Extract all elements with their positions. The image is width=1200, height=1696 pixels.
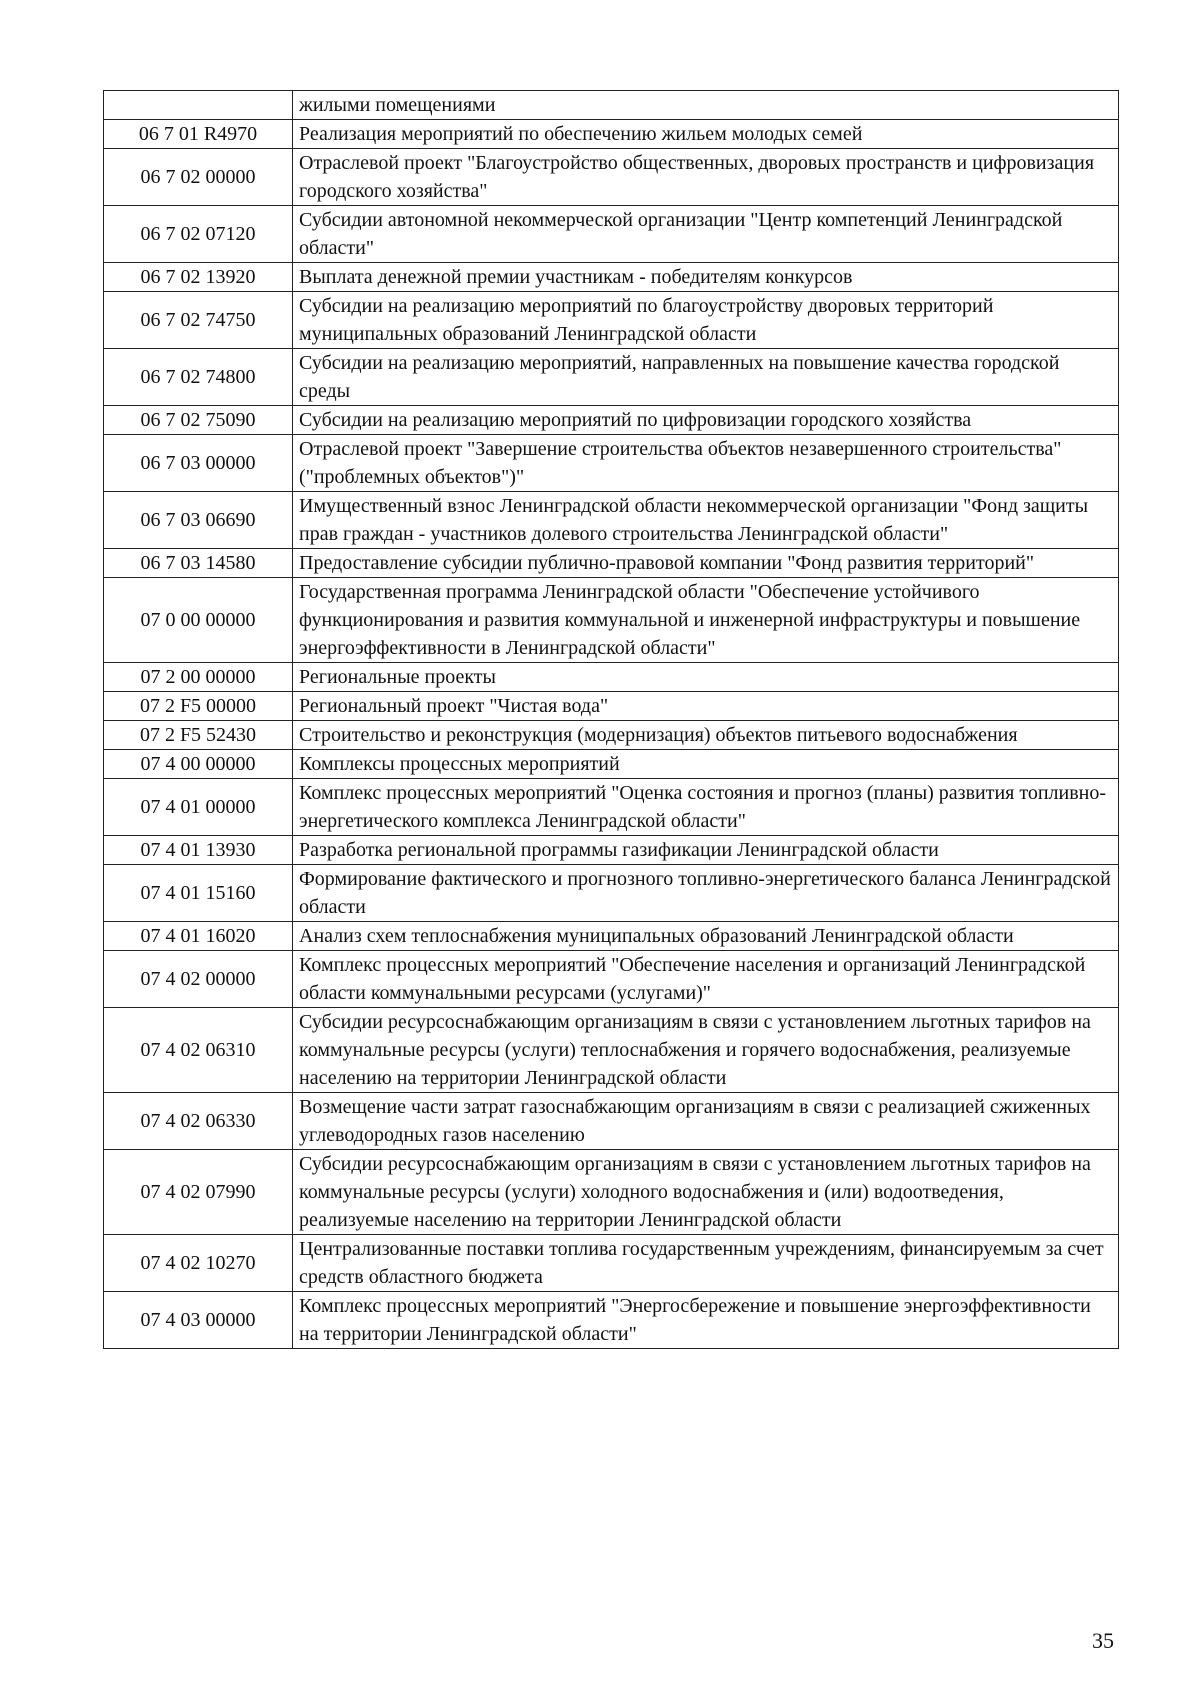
table-row xyxy=(104,349,1119,406)
row-name-cell: Комплекс процессных мероприятий "Оценка состояния и прогноз (планы) развития топливно-энергетического комплекса Ленинградской области" xyxy=(293,779,1119,836)
row-name-cell: Разработка региональной программы газификации Ленинградской области xyxy=(293,836,1119,865)
row-name-cell: Выплата денежной премии участникам - победителям конкурсов xyxy=(293,263,1119,292)
row-code-cell: 07 4 01 00000 xyxy=(104,779,293,836)
table-row xyxy=(104,1235,1119,1292)
row-name-cell: Отраслевой проект "Завершение строительства объектов незавершенного строительства" ("проблемных объектов")" xyxy=(293,435,1119,492)
row-name-cell: Субсидии на реализацию мероприятий по цифровизации городского хозяйства xyxy=(293,406,1119,435)
row-name-cell: Комплекс процессных мероприятий "Обеспечение населения и организаций Ленинградской области коммунальными ресурсами (услугами)" xyxy=(293,951,1119,1008)
row-name-cell: Субсидии автономной некоммерческой организации "Центр компетенций Ленинградской области" xyxy=(293,206,1119,263)
table-row xyxy=(104,120,1119,149)
row-name-cell: Субсидии на реализацию мероприятий, направленных на повышение качества городской среды xyxy=(293,349,1119,406)
table-row xyxy=(104,149,1119,206)
row-name-cell: Субсидии на реализацию мероприятий по благоустройству дворовых территорий муниципальных образований Ленинградской области xyxy=(293,292,1119,349)
table-row xyxy=(104,1093,1119,1150)
table-row xyxy=(104,406,1119,435)
row-code-cell: 07 4 01 13930 xyxy=(104,836,293,865)
row-code-cell: 06 7 01 R4970 xyxy=(104,120,293,149)
row-code-cell: 06 7 02 74800 xyxy=(104,349,293,406)
row-code-cell: 07 4 01 16020 xyxy=(104,922,293,951)
table-row xyxy=(104,206,1119,263)
table-row xyxy=(104,1150,1119,1235)
row-code-cell: 06 7 03 00000 xyxy=(104,435,293,492)
row-code-cell: 07 2 F5 52430 xyxy=(104,721,293,750)
row-code-cell: 06 7 02 13920 xyxy=(104,263,293,292)
row-name-cell: жилыми помещениями xyxy=(293,91,1119,120)
row-code-cell: 07 4 01 15160 xyxy=(104,865,293,922)
row-name-cell: Субсидии ресурсоснабжающим организациям в связи с установлением льготных тарифов на коммунальные ресурсы (услуги) холодного водоснабжения и (или) водоотведения, реализуемые населению на территории Ленинградской области xyxy=(293,1150,1119,1235)
table-row xyxy=(104,721,1119,750)
table-row xyxy=(104,435,1119,492)
row-name-cell: Отраслевой проект "Благоустройство общественных, дворовых пространств и цифровизация городского хозяйства" xyxy=(293,149,1119,206)
row-name-cell: Анализ схем теплоснабжения муниципальных образований Ленинградской области xyxy=(293,922,1119,951)
row-name-cell: Комплекс процессных мероприятий "Энергосбережение и повышение энергоэффективности на территории Ленинградской области" xyxy=(293,1292,1119,1349)
row-code-cell: 07 4 02 00000 xyxy=(104,951,293,1008)
row-code-cell xyxy=(104,91,293,120)
table-row xyxy=(104,951,1119,1008)
table-row xyxy=(104,750,1119,779)
row-code-cell: 06 7 02 75090 xyxy=(104,406,293,435)
row-code-cell: 07 4 02 07990 xyxy=(104,1150,293,1235)
table-row xyxy=(104,865,1119,922)
table-body xyxy=(104,91,1119,1349)
row-name-cell: Комплексы процессных мероприятий xyxy=(293,750,1119,779)
row-name-cell: Имущественный взнос Ленинградской области некоммерческой организации "Фонд защиты прав граждан - участников долевого строительства Ленинградской области" xyxy=(293,492,1119,549)
table-row xyxy=(104,922,1119,951)
row-name-cell: Формирование фактического и прогнозного топливно-энергетического баланса Ленинградской области xyxy=(293,865,1119,922)
row-name-cell: Централизованные поставки топлива государственным учреждениям, финансируемым за счет средств областного бюджета xyxy=(293,1235,1119,1292)
row-code-cell: 06 7 03 14580 xyxy=(104,549,293,578)
row-name-cell: Региональные проекты xyxy=(293,663,1119,692)
table-row xyxy=(104,292,1119,349)
table-row xyxy=(104,1008,1119,1093)
table-row xyxy=(104,578,1119,663)
row-code-cell: 07 4 03 00000 xyxy=(104,1292,293,1349)
row-code-cell: 07 2 F5 00000 xyxy=(104,692,293,721)
row-name-cell: Возмещение части затрат газоснабжающим организациям в связи с реализацией сжиженных углеводородных газов населению xyxy=(293,1093,1119,1150)
row-name-cell: Предоставление субсидии публично-правовой компании "Фонд развития территорий" xyxy=(293,549,1119,578)
row-name-cell: Региональный проект "Чистая вода" xyxy=(293,692,1119,721)
row-code-cell: 06 7 02 07120 xyxy=(104,206,293,263)
row-code-cell: 07 2 00 00000 xyxy=(104,663,293,692)
row-code-cell: 06 7 03 06690 xyxy=(104,492,293,549)
table-row xyxy=(104,663,1119,692)
row-code-cell: 07 4 02 06310 xyxy=(104,1008,293,1093)
page-number: 35 xyxy=(1092,1628,1114,1653)
row-name-cell: Строительство и реконструкция (модернизация) объектов питьевого водоснабжения xyxy=(293,721,1119,750)
row-code-cell: 07 4 02 06330 xyxy=(104,1093,293,1150)
table-row xyxy=(104,779,1119,836)
row-code-cell: 06 7 02 00000 xyxy=(104,149,293,206)
table-row xyxy=(104,492,1119,549)
row-code-cell: 07 4 00 00000 xyxy=(104,750,293,779)
table-row xyxy=(104,692,1119,721)
row-code-cell: 07 0 00 00000 xyxy=(104,578,293,663)
row-code-cell: 07 4 02 10270 xyxy=(104,1235,293,1292)
row-code-cell: 06 7 02 74750 xyxy=(104,292,293,349)
budget-classification-table xyxy=(103,90,1119,1349)
table-row xyxy=(104,263,1119,292)
table-row xyxy=(104,91,1119,120)
row-name-cell: Субсидии ресурсоснабжающим организациям в связи с установлением льготных тарифов на коммунальные ресурсы (услуги) теплоснабжения и горячего водоснабжения, реализуемые населению на территории Ленинградской области xyxy=(293,1008,1119,1093)
table-row xyxy=(104,549,1119,578)
row-name-cell: Реализация мероприятий по обеспечению жильем молодых семей xyxy=(293,120,1119,149)
table-row xyxy=(104,836,1119,865)
table-row xyxy=(104,1292,1119,1349)
row-name-cell: Государственная программа Ленинградской области "Обеспечение устойчивого функционирования и развития коммунальной и инженерной инфраструктуры и повышение энергоэффективности в Ленинградской области" xyxy=(293,578,1119,663)
